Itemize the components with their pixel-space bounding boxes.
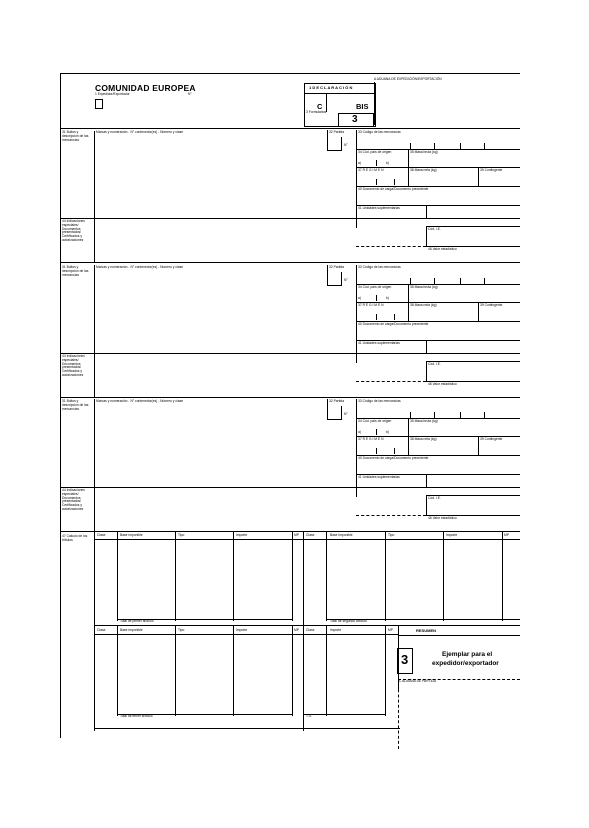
procedure-tick: [394, 448, 395, 454]
ie-code-top: [426, 495, 520, 496]
commodity-code-label: 33 Código de las mercancías: [358, 399, 401, 403]
item-bottom: [60, 487, 520, 488]
tax-col: [385, 625, 386, 716]
tax-class-header: Clase: [97, 533, 106, 537]
gross-mass-label: 35 Masa bruta (kg): [410, 419, 438, 423]
forms-label: 3 Formularios: [306, 110, 327, 114]
item-bottom: [60, 218, 520, 219]
supplementary-label: 41 Unidades suplementarias: [358, 341, 400, 345]
tax-base-header: Base imponible: [120, 628, 143, 632]
item-left-divider: [94, 399, 95, 487]
form-title: COMUNIDAD EUROPEA: [95, 83, 196, 93]
tax-col: [326, 625, 327, 716]
total-third-label: Total de tercer artículo: [120, 714, 153, 718]
tax-col: [233, 531, 234, 621]
special-mentions-label: 44 Indicaciones especiales/ Documentos presentados/ Certificados y autorizaciones: [62, 219, 85, 242]
ie-code-left: [426, 361, 427, 381]
item-left-divider: [94, 131, 95, 218]
item-box-bottom: [327, 285, 341, 286]
quota-label: 39 Contingente: [480, 303, 503, 307]
ie-code-left: [426, 226, 427, 246]
tax-col: [117, 625, 118, 716]
customs-office-label: A ADUANA DE EXPEDICIÓN/EXPORTACIÓN: [374, 77, 442, 81]
block-bottom: [60, 531, 520, 532]
document-label: 40 Documento de carga/Documento precedente: [358, 456, 429, 460]
origin-label: 34 Cód. país de origen: [358, 285, 392, 289]
origin-a-mark: a): [358, 430, 361, 434]
origin-b-mark: b): [386, 296, 389, 300]
tax-base-header: Base imponible: [120, 533, 143, 537]
item-no-label: N°: [344, 143, 348, 147]
statistical-value-label: 46 Valor estadístico: [428, 516, 457, 520]
item-box-bottom: [327, 150, 341, 151]
copy-number: 3: [401, 652, 409, 667]
tax-header-line: [94, 539, 520, 540]
form-top-border: [60, 73, 520, 74]
supplementary-divider: [426, 474, 427, 487]
quota-divider: [478, 436, 479, 455]
declaration-vertical: [326, 93, 327, 112]
tax-mp-header: MP: [294, 628, 299, 632]
ie-code-top: [426, 226, 520, 227]
declaration-bis: BIS: [356, 102, 369, 111]
supplementary-divider: [426, 205, 427, 218]
tax-col: [326, 531, 327, 621]
special-mentions-label: 44 Indicaciones especiales/ Documentos presentados/ Certificados y autorizaciones: [62, 354, 85, 377]
packages-label: 31 Bultos y descripción de las mercancías: [62, 399, 89, 411]
tax-class-header: Clase: [97, 628, 106, 632]
tax-col: [233, 625, 234, 716]
item-label: 32 Partida: [329, 399, 345, 403]
ie-code-top: [426, 361, 520, 362]
tax-rate-header: Tipo: [178, 628, 185, 632]
tax-bottom-line: [94, 728, 400, 729]
net-mass-label: 38 Masa neta (kg): [410, 303, 437, 307]
special-mentions-label: 44 Indicaciones especiales/ Documentos presentados/ Certificados y autorizaciones: [62, 488, 85, 511]
tax-class-header: Clase: [306, 533, 315, 537]
mentions-divider: [94, 218, 95, 262]
item-no-label: N°: [344, 412, 348, 416]
departure-office-label: C ADUANA DE PARTIDA: [399, 679, 437, 683]
document-label: 40 Documento de carga/Documento precedente: [358, 322, 429, 326]
supplementary-divider: [426, 340, 427, 353]
item-box-right: [341, 272, 342, 286]
mentions-divider: [94, 353, 95, 397]
item-box-left: [327, 399, 328, 420]
tax-col: [502, 531, 503, 621]
declaration-c: C: [317, 102, 323, 111]
tax-rate-header: Tipo: [388, 533, 395, 537]
tax-col: [443, 531, 444, 621]
net-mass-label: 38 Masa neta (kg): [410, 168, 437, 172]
tax-calculation-label: 47 Cálculo de los tributos: [62, 534, 88, 542]
procedure-label: 37 R É G I M E N: [358, 437, 384, 441]
supplementary-label: 41 Unidades suplementarias: [358, 206, 400, 210]
origin-a-mark: a): [358, 296, 361, 300]
tax-class-header: Clase: [306, 628, 315, 632]
origin-b-mark: b): [386, 430, 389, 434]
procedure-tick: [376, 179, 377, 185]
origin-label: 34 Cód. país de origen: [358, 419, 392, 423]
origin-tick: [376, 295, 377, 301]
declaration-label: 1 D E C L A R A C I Ó N: [309, 85, 353, 90]
item-box-bottom: [327, 419, 341, 420]
block-bottom: [60, 397, 520, 398]
tax-mp-header: MP: [294, 533, 299, 537]
tax-mp-header: MP: [504, 533, 509, 537]
packages-label: 31 Bultos y descripción de las mercancías: [62, 130, 89, 142]
origin-tick: [376, 160, 377, 166]
item-box-left: [327, 265, 328, 286]
total-first-label: Total de primer artículo: [120, 619, 154, 623]
supplementary-label: 41 Unidades suplementarias: [358, 475, 400, 479]
quota-divider: [478, 302, 479, 321]
tax-amount-header: Importe: [330, 628, 342, 632]
tax-left-divider: [94, 531, 95, 731]
marks-label: Marcas y numeración - N° contenedor(es) - Número y clase: [96, 265, 184, 269]
tax-col: [175, 531, 176, 621]
ie-code-label: Cód. I.E.: [428, 227, 441, 231]
tax-col: [385, 531, 386, 621]
tax-col: [175, 625, 176, 716]
procedure-tick: [376, 314, 377, 320]
exporter-no-label: N°: [188, 92, 192, 96]
ie-code-label: Cód. I.E.: [428, 362, 441, 366]
item-box-right: [341, 137, 342, 151]
code-left: [356, 130, 357, 228]
marks-label: Marcas y numeración - N° contenedor(es) - Número y clase: [96, 399, 184, 403]
item-label: 32 Partida: [329, 265, 345, 269]
item-bottom: [60, 353, 520, 354]
origin-label: 34 Cód. país de origen: [358, 150, 392, 154]
commodity-code-label: 33 Código de las mercancías: [358, 130, 401, 134]
commodity-code-label: 33 Código de las mercancías: [358, 265, 401, 269]
tax-amount-header: Importe: [236, 533, 248, 537]
declaration-divider: [304, 93, 376, 94]
gross-mass-label: 35 Masa bruta (kg): [410, 150, 438, 154]
origin-tick: [376, 429, 377, 435]
tax-col: [292, 625, 293, 716]
quota-label: 39 Contingente: [480, 168, 503, 172]
origin-a-mark: a): [358, 161, 361, 165]
header-bottom-line: [60, 128, 520, 129]
customs-office-divider: [374, 82, 375, 125]
mentions-dashed: [356, 515, 426, 516]
net-mass-label: 38 Masa neta (kg): [410, 437, 437, 441]
procedure-tick: [376, 448, 377, 454]
copy-text-line2: expedidor/exportador: [432, 660, 499, 667]
procedure-label: 37 R É G I M E N: [358, 168, 384, 172]
item-box-right: [341, 406, 342, 420]
tax-center-divider: [303, 531, 304, 731]
tax-total-line: [303, 714, 386, 715]
form-left-border: [60, 73, 61, 738]
gross-mass-label: 35 Masa bruta (kg): [410, 285, 438, 289]
total-second-label: Total de segundo artículo: [330, 619, 367, 623]
procedure-label: 37 R É G I M E N: [358, 303, 384, 307]
procedure-tick: [394, 314, 395, 320]
code-left: [356, 399, 357, 497]
statistical-value-label: 46 Valor estadístico: [428, 247, 457, 251]
summary-header-line: [398, 635, 520, 636]
exporter-label: 1 Expedidor/Exportador: [95, 92, 130, 96]
packages-label: 31 Bultos y descripción de las mercancías: [62, 265, 89, 277]
mentions-divider: [94, 487, 95, 531]
summary-header: RESUMEN: [416, 628, 437, 633]
mentions-dashed: [356, 246, 426, 247]
tax-col: [117, 531, 118, 621]
marks-label: Marcas y numeración - N° contenedor(es) - Número y clase: [96, 130, 184, 134]
item-no-label: N°: [344, 278, 348, 282]
block-bottom: [60, 262, 520, 263]
item-box-left: [327, 130, 328, 151]
quota-label: 39 Contingente: [480, 437, 503, 441]
origin-b-mark: b): [386, 161, 389, 165]
forms-number: 3: [352, 114, 358, 125]
item-left-divider: [94, 265, 95, 353]
ie-code-left: [426, 495, 427, 515]
tax-middle-line: [94, 625, 520, 626]
grand-total-label: T.G.: [306, 714, 313, 718]
statistical-value-label: 46 Valor estadístico: [428, 382, 457, 386]
mentions-dashed: [356, 381, 426, 382]
tax-base-header: Base imponible: [330, 533, 353, 537]
departure-dashed-vertical: [398, 679, 399, 749]
tax-amount-header: Importe: [236, 628, 248, 632]
tax-mp-header: MP: [388, 628, 393, 632]
exporter-checkbox[interactable]: [95, 99, 103, 109]
copy-text-line1: Ejemplar para el: [442, 651, 493, 658]
quota-divider: [478, 167, 479, 186]
tax-header-line: [94, 634, 399, 635]
code-left: [356, 265, 357, 363]
tax-col: [292, 531, 293, 621]
tax-rate-header: Tipo: [178, 533, 185, 537]
ie-code-label: Cód. I.E.: [428, 496, 441, 500]
document-label: 40 Documento de carga/Documento precedente: [358, 187, 429, 191]
tax-amount-header: Importe: [446, 533, 458, 537]
item-label: 32 Partida: [329, 130, 345, 134]
procedure-tick: [394, 179, 395, 185]
departure-dashed: [398, 679, 520, 680]
